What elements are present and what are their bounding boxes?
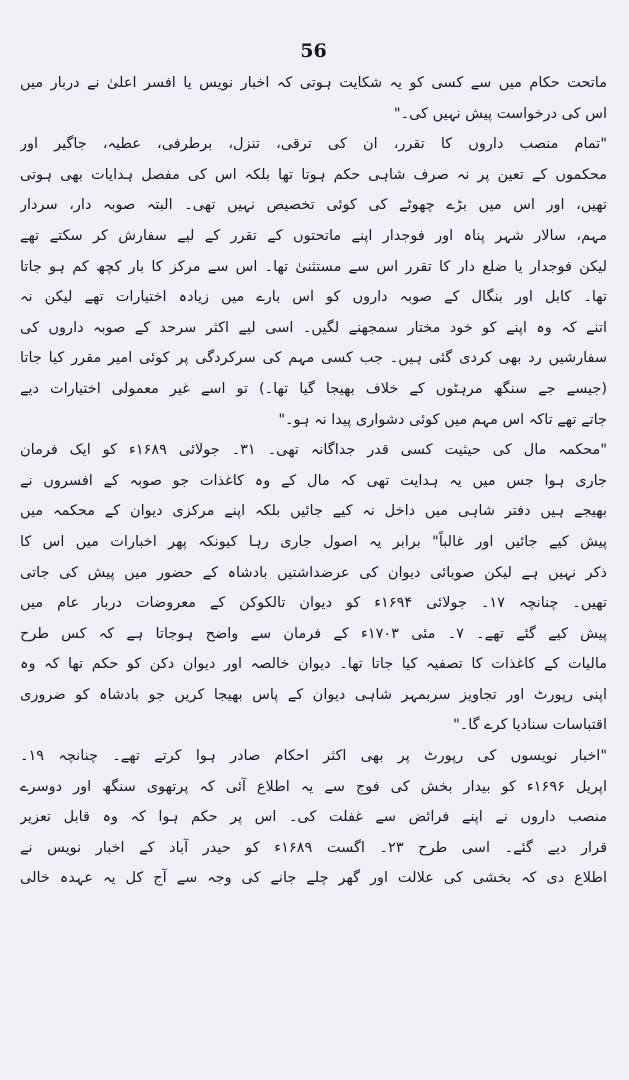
page-number: 56 — [300, 40, 327, 62]
text-line: منصب داروں نے اپنے فرائض سے غفلت کی۔ اس پر حکم ہوا کہ وہ قابل تعزیر — [20, 809, 607, 826]
text-line: "تمام منصب داروں کا تقرر، ان کی ترقی، تنزل، برطرفی، عطیہ، جاگیر اور — [20, 136, 607, 153]
text-line: پیش کیے گئے تھے۔ ۷۔ مئی ۱۷۰۳ء کے فرمان سے واضح ہوجاتا ہے کہ کس طرح — [20, 625, 607, 642]
text-line: مالیات کے کاغذات کا تصفیہ کیا جاتا تھا۔ دیوان خالصہ اور دیوان دکن کو حکم تھا کہ وہ — [20, 656, 607, 673]
text-line: سفارشیں رد بھی کردی گئی ہیں۔ جب کسی مہم کی سرکردگی پر کوئی امیر مقرر کیا جاتا — [20, 350, 607, 367]
text-line: اپریل ۱۶۹۶ء کو بیدار بخش کی فوج سے یہ اطلاع آئی کہ پرتھوی سنگھ اور دوسرے — [20, 778, 607, 795]
text-line: اطلاع دی کہ بخشی کی علالت اور گھر چلے جانے کی وجہ سے آج کل یہ عہدہ خالی — [20, 870, 607, 887]
text-line: مہم، سالار شہر پناہ اور فوجدار اپنے ماتحتوں کے تقرر کے لیے سفارش کر سکتے تھے — [20, 227, 607, 244]
text-line: تھیں، اور اس میں بڑے چھوٹے کی کوئی تخصیص نہیں تھی۔ البتہ صوبہ دار، سردار — [20, 197, 607, 214]
text-line: اتنے کہ وہ اپنے کو خود مختار سمجھنے لگیں۔ اسی لیے اکثر سرحد کے صوبہ داروں کی — [20, 319, 607, 336]
text-line: "محکمہ مال کی حیثیت کسی قدر جداگانہ تھی۔ ۳۱۔ جولائی ۱۶۸۹ء کو ایک فرمان — [20, 442, 607, 459]
text-line: بھیجے ہیں دفتر شاہی میں داخل نہ کیے جائیں بلکہ اپنے مرکزی دیوان کے محکمہ میں — [20, 503, 607, 520]
text-line: ماتحت حکام میں سے کسی کو یہ شکایت ہوتی کہ اخبار نویس یا افسر اعلیٰ نے دربار میں — [20, 75, 607, 91]
text-line: "اخبار نویسوں کی رپورٹ پر بھی اکثر احکام صادر ہوا کرتے تھے۔ چنانچہ ۱۹۔ — [20, 748, 607, 765]
text-line: تھا۔ کابل اور بنگال کے صوبہ داروں کو اس بارے میں زیادہ اختیارات تھے لیکن نہ — [20, 289, 607, 306]
text-line: اقتباسات سنادیا کرے گا۔" — [453, 717, 607, 734]
text-line: قرار دیے گئے۔ اسی طرح ۲۳۔ اگست ۱۶۸۹ء کو حیدر آباد کے اخبار نویس نے — [20, 839, 607, 856]
text-line: تھیں۔ چنانچہ ۱۷۔ جولائی ۱۶۹۴ء کو دیوان تالکوکن کے معروضات دربار عام میں — [20, 595, 607, 612]
text-line: پیش کیے جائیں اور غالباً" برابر یہ اصول جاری رہا کیونکہ پھر اخبارات میں اس کا — [20, 533, 607, 550]
text-line: جاری ہوا جس میں یہ ہدایت تھی کہ مال کے وہ کاغذات جو صوبہ کے افسروں نے — [20, 472, 607, 489]
text-line: (جیسے جے سنگھ مرہٹوں کے خلاف بھیجا گیا تھا۔) تو اسے غیر معمولی اختیارات دیے — [20, 380, 607, 397]
body-text — [20, 68, 607, 894]
text-line: جاتے تھے تاکہ اس مہم میں کوئی دشواری پیدا نہ ہو۔" — [278, 411, 607, 428]
text-line: لیکن فوجدار یا ضلع دار کا تقرر اس سے مستثنیٰ تھا۔ اس سے مرکز کا بار کچھ کم ہو جاتا — [20, 258, 607, 275]
text-line: اس کی درخواست پیش نہیں کی۔" — [393, 105, 607, 122]
text-line: ذکر نہیں ہے لیکن صوبائی دیوان کی عرضداشتیں بادشاہ کے حضور میں پیش کی جاتی — [20, 564, 607, 581]
text-line: محکموں کے تعین پر نہ صرف شاہی حکم ہوتا تھا بلکہ اس کی مفصل ہدایات بھی ہوتی — [20, 166, 607, 183]
text-line: اپنی رپورٹ اور تجاویز سربمہر شاہی دیوان کے پاس بھیجا کریں جو بادشاہ کو ضروری — [20, 686, 607, 703]
